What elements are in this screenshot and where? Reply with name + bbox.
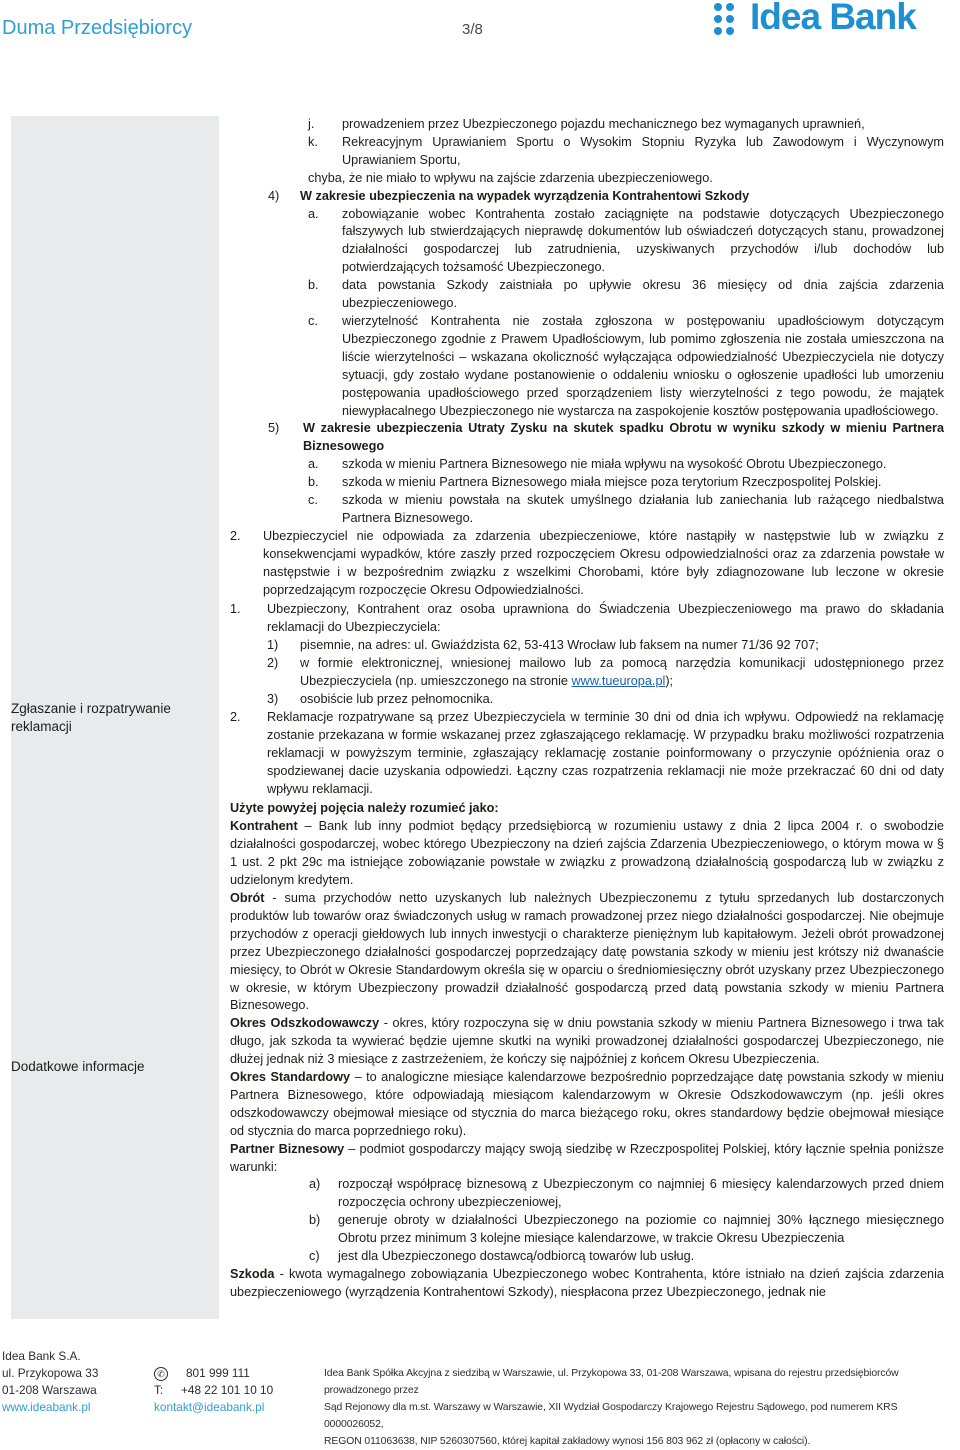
list-marker: a. <box>308 206 319 221</box>
page-number: 3/8 <box>462 21 483 38</box>
list-marker: c. <box>308 313 318 328</box>
complaint-sub-1 <box>230 637 944 655</box>
page-footer <box>0 1348 960 1447</box>
tueuropa-link[interactable]: www.tueuropa.pl <box>571 674 666 689</box>
list-marker: b. <box>308 278 319 293</box>
list-marker: 2. <box>230 528 241 543</box>
list-marker: 5) <box>268 421 280 436</box>
definition-text: - kwota wymagalnego zobowiązania Ubezpieczonego wobec Kontrahenta, które istniało na dzień zajścia zdarzenia ubezpieczeniowego (wyrządzenia Kontrahentowi Szkody), niespłacona przez Ubezpieczonego, jednak nie <box>230 1267 944 1299</box>
definition-partner-biznesowy <box>230 1141 944 1177</box>
sidebar-label-complaints: Zgłaszanie i rozpatrywanie reklamacji <box>11 701 171 734</box>
definition-term: Okres Standardowy <box>230 1070 351 1085</box>
list-text: osobiście lub przez pełnomocnika. <box>300 692 494 706</box>
list-text: generuje obroty w działalności Ubezpieczonego na poziomie co najmniej 30% łącznego miesięcznego Obrotu przez minimum 3 kolejne miesiące kalendarzowe, w trakcie Okresu Ubezpieczenia <box>338 1213 944 1246</box>
definition-okres-odszkodowawczy <box>230 1015 944 1069</box>
list-item-j <box>230 116 944 134</box>
list-marker: b. <box>308 475 319 490</box>
definition-term: Kontrahent <box>230 819 298 834</box>
list-text: Ubezpieczony, Kontrahent oraz osoba uprawniona do Świadczenia Ubezpieczeniowego ma prawo do składania reklamacji do Ubezpieczyciela: <box>267 602 944 635</box>
list-text: prowadzeniem przez Ubezpieczonego pojazdu mechanicznego bez wymaganych uprawnień, <box>342 117 865 131</box>
footer-phone-label: T: <box>154 1383 164 1397</box>
list-marker: a. <box>308 457 319 472</box>
list-marker: c) <box>309 1249 320 1264</box>
footer-phone1: 801 999 111 <box>186 1366 250 1380</box>
list-item-5a <box>230 456 944 474</box>
footer-email-link[interactable]: kontakt@ideabank.pl <box>154 1400 265 1414</box>
definition-szkoda <box>230 1266 944 1302</box>
footer-street: ul. Przykopowa 33 <box>2 1366 99 1380</box>
list-text: chyba, że nie miało to wpływu na zajście zdarzenia ubezpieczeniowego. <box>308 170 713 185</box>
footer-legal-line1: Idea Bank Spółka Akcyjna z siedzibą w Warszawie, ul. Przykopowa 33, 01-208 Warszawa, wpisana do rejestru przedsiębiorców prowadzonego przez <box>324 1368 899 1396</box>
footer-web-link[interactable]: www.ideabank.pl <box>2 1400 91 1414</box>
list-item-4c <box>230 313 944 420</box>
list-marker: 2) <box>267 656 279 671</box>
list-marker: b) <box>309 1213 321 1228</box>
list-marker: 3) <box>267 692 279 706</box>
list-text: szkoda w mieniu Partnera Biznesowego nie miała wpływu na wysokość Obrotu Ubezpieczonego. <box>342 457 887 472</box>
main-content <box>230 116 944 1321</box>
list-text: rozpoczął współpracę biznesową z Ubezpieczonym co najmniej 6 miesięcy kalendarzowych przed dniem rozpoczęcia ochrony ubezpieczeniowej, <box>338 1177 944 1210</box>
numbered-item-2 <box>230 528 944 600</box>
definition-term: Okres Odszkodowawczy <box>230 1016 380 1031</box>
definition-okres-standardowy <box>230 1069 944 1141</box>
sidebar-label-additional-info: Dodatkowe informacje <box>11 1059 145 1074</box>
idea-bank-logo <box>714 0 954 40</box>
definition-term: Obrót <box>230 890 265 905</box>
list-marker: j. <box>308 117 315 131</box>
page-header <box>0 0 960 62</box>
footer-company: Idea Bank S.A. <box>2 1349 81 1363</box>
list-text-end: ); <box>665 674 674 689</box>
footer-legal-line2: Sąd Rejonowy dla m.st. Warszawy w Warszawie, XII Wydział Gospodarczy Krajowego Rejestru Sądowego, pod numerem KRS 0000026052, <box>324 1402 898 1430</box>
definition-obrot <box>230 890 944 1015</box>
list-item-5b <box>230 474 944 492</box>
partner-condition-c <box>230 1248 944 1266</box>
partner-condition-b <box>230 1212 944 1248</box>
phone-icon: ✆ <box>154 1367 168 1381</box>
footer-legal <box>324 1365 956 1450</box>
definition-term: Szkoda <box>230 1267 275 1281</box>
list-text: Rekreacyjnym Uprawianiem Sportu o Wysokim Stopniu Ryzyka lub Zawodowym i Wyczynowym Uprawianiem Sportu, <box>342 134 944 167</box>
list-marker: 1. <box>230 602 241 617</box>
section-title: W zakresie ubezpieczenia na wypadek wyrządzenia Kontrahentowi Szkody <box>300 188 750 203</box>
list-text: wierzytelność Kontrahenta nie została zgłoszona w postępowaniu upadłościowym dotyczącym Ubezpieczonego zgodnie z Prawem Upadłościowym, lub pomimo zgłoszenia nie została umieszczona na liście wierzytelności – wskazana okoliczność wyłączająca odpowiedzialność Ubezpieczyciela nie dotyczy sytuacji, gdy zostało wydane postanowienie o oddaleniu wniosku o ogłoszenie upadłości lub umorzeniu postępowania upadłościowego przed sporządzeniem listy wierzytelności z tego powodu, że majątek niewypłacalnego Ubezpieczonego nie wystarcza na zaspokojenie kosztów postępowania upadłościowego. <box>342 313 944 418</box>
list-text: w formie elektronicznej, wniesionej mailowo lub za pomocą narzędzia komunikacji udostępnionego przez Ubezpieczyciela (np. umieszczonego na stronie <box>300 656 944 689</box>
list-item-5c <box>230 492 944 528</box>
list-item-k-continuation <box>230 170 944 188</box>
list-text: szkoda w mieniu powstała na skutek umyślnego działania lub zaniechania lub rażącego niedbalstwa Partnera Biznesowego. <box>342 493 944 525</box>
complaint-item-1 <box>230 601 944 637</box>
list-text: pisemnie, na adres: ul. Gwiaździsta 62, 53-413 Wrocław lub faksem na numer 71/36 92 707; <box>300 638 819 653</box>
complaint-sub-3 <box>230 691 944 709</box>
list-marker: c. <box>308 493 318 508</box>
footer-contact <box>154 1365 273 1416</box>
definition-text: - okres, który rozpoczyna się w dniu powstania szkody w mieniu Partnera Biznesowego i trwa tak długo, jak szkoda ta wywierać będzie ujemne skutki na wyniki prowadzonej działalności gospodarczej Ubezpieczonego, nie dłużej jednak niż 3 miesiące z zastrzeżeniem, że kończy się najpóźniej z końcem Okresu Ubezpieczenia. <box>230 1016 944 1067</box>
list-marker: 4) <box>268 188 280 203</box>
footer-legal-line3: REGON 011063638, NIP 5260307560, której kapitał zakładowy wynosi 156 803 962 zł (opłacony w całości). <box>324 1436 811 1447</box>
footer-address <box>2 1348 98 1416</box>
list-marker: a) <box>309 1177 321 1192</box>
logo-dots-icon <box>714 3 746 35</box>
logo-text: Idea Bank <box>750 0 916 37</box>
list-text: Reklamacje rozpatrywane są przez Ubezpieczyciela w terminie 30 dni od dnia ich wpływu. Odpowiedź na reklamację zostanie przekazana w formie wskazanej przez zgłaszającego reklamację. W przypadku braku możliwości rozpatrzenia reklamacji w powyższym terminie, zgłaszający reklamację zostanie poinformowany o przyczynie opóźnienia oraz o spodziewanej dacie uzyskania odpowiedzi. Łączny czas rozpatrzenia reklamacji nie może przekraczać 60 dni od daty wpływu reklamacji. <box>267 709 944 796</box>
definition-text: - suma przychodów netto uzyskanych lub należnych Ubezpieczonemu z tytułu sprzedanych lub dostarczonych produktów lub towarów oraz świadczonych usług w ramach prowadzonej przez niego działalności gospodarczej. Nie obejmuje przychodów z operacji giełdowych lub innych inwestycji o charakterze pieniężnym lub kapitałowym. Jeżeli obrót prowadzonej przez Ubezpieczonego działalności gospodarczej poprzedzający datę powstania szkody w mieniu jest krótszy niż dwanaście miesięcy, to Obrót w Okresie Standardowym określa się w oparciu o średniomiesięczny obrót uzyskany przez Ubezpieczonego w okresie, w którym Ubezpieczony prowadził działalność gospodarczą przed datą powstania szkody w mieniu Partnera Biznesowego. <box>230 890 944 1013</box>
complaint-sub-2 <box>230 655 944 691</box>
section-5-heading <box>230 420 944 456</box>
list-text: data powstania Szkody zaistniała po upływie okresu 36 miesięcy od dnia zajścia zdarzenia ubezpieczeniowego. <box>342 278 944 311</box>
definitions-heading: Użyte powyżej pojęcia należy rozumieć jako: <box>230 801 499 816</box>
list-text: Ubezpieczyciel nie odpowiada za zdarzenia ubezpieczeniowe, które nastąpiły w następstwie lub w związku z konsekwencjami wypadków, które zaszły przed rozpoczęciem Okresu odpowiedzialności oraz za zdarzenia powstałe w następstwie i w bezpośrednim związku z wszelkimi Chorobami, które były zdiagnozowane lub leczone w okresie poprzedzającym rozpoczęcie Okresu Odpowiedzialności. <box>263 528 944 597</box>
definition-text: – podmiot gospodarczy mający swoją siedzibę w Rzeczpospolitej Polskiej, który łącznie spełnia poniższe warunki: <box>230 1141 944 1174</box>
list-item-k <box>230 134 944 170</box>
list-text: jest dla Ubezpieczonego dostawcą/odbiorcą towarów lub usług. <box>338 1249 695 1264</box>
complaint-item-2 <box>230 709 944 799</box>
list-text: szkoda w mieniu Partnera Biznesowego miała miejsce poza terytorium Rzeczpospolitej Polskiej. <box>342 475 882 490</box>
document-title: Duma Przedsiębiorcy <box>2 17 193 39</box>
definition-text: – to analogiczne miesiące kalendarzowe bezpośrednio poprzedzające datę powstania szkody w mieniu Partnera Biznesowego, które odpowiadają miesiącom kalendarzowym w Okresie Odszkodowawczym (np. jeśli okres odszkodowawczy obejmował miesiące od stycznia do marca bieżącego roku, okres standardowy będzie obejmował miesiące od stycznia do marca poprzedniego roku). <box>230 1070 944 1138</box>
list-item-4b <box>230 277 944 313</box>
list-item-4a <box>230 206 944 278</box>
footer-city: 01-208 Warszawa <box>2 1383 97 1397</box>
section-title: W zakresie ubezpieczenia Utraty Zysku na skutek spadku Obrotu w wyniku szkody w mieniu Partnera Biznesowego <box>303 421 944 454</box>
footer-phone2: +48 22 101 10 10 <box>181 1383 274 1397</box>
section-4-heading <box>230 188 944 206</box>
partner-condition-a <box>230 1176 944 1212</box>
list-text: zobowiązanie wobec Kontrahenta zostało zaciągnięte na podstawie dotyczących Ubezpieczonego fałszywych lub stwierdzających nieprawdę dokumentów lub oświadczeń dotyczących stanu, prowadzonej działalności gospodarczej lub zatrudnienia, uzyskiwanych przychodów i/lub dochodów lub potwierdzających tożsamość Ubezpieczonego. <box>342 206 944 275</box>
definition-kontrahent <box>230 818 944 890</box>
definition-term: Partner Biznesowy <box>230 1141 345 1156</box>
list-marker: k. <box>308 134 318 149</box>
list-marker: 1) <box>267 638 279 653</box>
list-marker: 2. <box>230 709 241 724</box>
definition-text: – Bank lub inny podmiot będący przedsiębiorcą w rozumieniu ustawy z dnia 2 lipca 2004 r. o swobodzie działalności gospodarczej, wobec którego Ubezpieczony na dzień zajścia Zdarzenia Ubezpieczeniowego, o którym mowa w § 1 ust. 2 pkt 29c ma istniejące zobowiązanie powstałe w związku z prowadzoną działalnością gospodarczą lub w związku z udzielonym kredytem. <box>230 819 944 888</box>
